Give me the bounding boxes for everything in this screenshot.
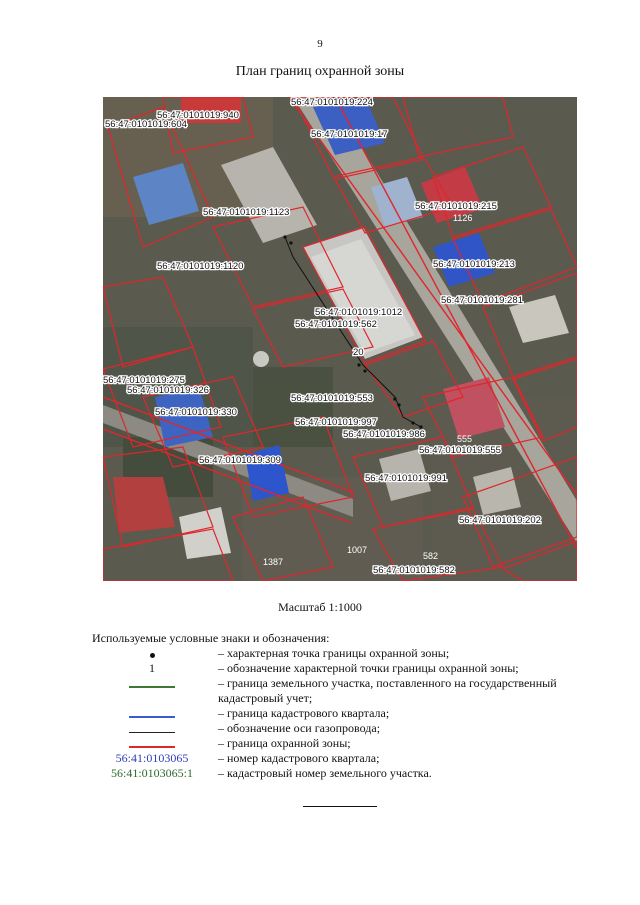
legend-row	[92, 706, 612, 721]
legend-text: – граница земельного участка, поставленного на государственный кадастровый учет;	[218, 676, 557, 705]
map-label: 56:47:0101019:997	[295, 417, 377, 428]
map-label: 56:47:0101019:213	[433, 259, 515, 270]
boundary-point-symbol	[150, 653, 155, 658]
legend-symbol-quarter-code: 56:41:0103065	[115, 751, 189, 765]
legend-symbol	[92, 736, 212, 751]
parcel-boundary-line-symbol	[129, 686, 175, 688]
map-label: 56:47:0101019:555	[419, 445, 501, 456]
map-label: 56:47:0101019:309	[199, 455, 281, 466]
legend-row	[92, 751, 612, 766]
map-label: 56:47:0101019:281	[441, 295, 523, 306]
house-number: 1007	[347, 545, 368, 555]
legend-symbol: 1	[149, 661, 155, 675]
legend-text: – обозначение характерной точки границы охранной зоны;	[218, 661, 519, 675]
legend-row	[92, 646, 612, 661]
page-number: 9	[317, 38, 323, 50]
legend-title: Используемые условные знаки и обозначения:	[92, 631, 330, 645]
map-label: 56:47:0101019:326	[127, 385, 209, 396]
legend-text: – граница охранной зоны;	[218, 736, 351, 750]
house-number: 1387	[263, 557, 284, 567]
map-label: 56:47:0101019:1120	[157, 261, 244, 272]
house-number: 582	[423, 551, 439, 561]
legend-row	[92, 661, 612, 676]
map-label: 56:47:0101019:215	[415, 201, 497, 212]
legend-row	[92, 721, 612, 736]
map-label: 56:47:0101019:986	[343, 429, 425, 440]
legend-row	[92, 766, 612, 781]
aerial-map[interactable]	[103, 97, 577, 581]
map-label: 56:47:0101019:17	[311, 129, 388, 140]
legend-row	[92, 676, 612, 706]
map-label: 56:47:0101019:991	[365, 473, 447, 484]
map-svg	[103, 97, 577, 581]
legend-text: – обозначение оси газопровода;	[218, 721, 381, 735]
map-label: 56:47:0101019:275	[103, 375, 185, 386]
page-title: План границ охранной зоны	[235, 64, 405, 79]
legend-text: – номер кадастрового квартала;	[218, 751, 380, 765]
legend-symbol-parcel-code: 56:41:0103065:1	[110, 766, 193, 780]
legend-row	[92, 736, 612, 751]
map-label: 56:47:0101019:553	[291, 393, 373, 404]
house-number: 555	[457, 434, 473, 444]
map-label: 56:47:0101019:224	[291, 97, 373, 108]
pipeline-axis-line-symbol	[129, 732, 175, 733]
legend-symbol	[92, 721, 212, 736]
legend-text: – граница кадастрового квартала;	[218, 706, 390, 720]
map-label: 56:47:0101019:1123	[203, 207, 290, 218]
map-label: 56:47:0101019:582	[373, 565, 455, 576]
legend-text: – кадастровый номер земельного участка.	[218, 766, 432, 780]
legend	[92, 646, 612, 781]
separator-line	[303, 806, 377, 807]
map-label: 56:47:0101019:604	[105, 119, 187, 130]
quarter-boundary-line-symbol	[129, 716, 175, 718]
legend-symbol	[92, 646, 212, 661]
legend-symbol	[92, 706, 212, 721]
map-label: 56:47:0101019:330	[155, 407, 237, 418]
legend-text: – характерная точка границы охранной зоны;	[218, 646, 450, 660]
protection-zone-line-symbol	[129, 746, 175, 748]
legend-symbol	[92, 676, 212, 691]
point-label: 20	[353, 347, 364, 358]
map-scale: Масштаб 1:1000	[278, 600, 362, 614]
map-label: 56:47:0101019:202	[459, 515, 541, 526]
house-number: 1126	[453, 213, 473, 223]
map-label: 56:47:0101019:1012	[315, 307, 403, 318]
map-label: 56:47:0101019:562	[295, 319, 377, 330]
map-label: 56:47:0101019:940	[157, 110, 239, 121]
